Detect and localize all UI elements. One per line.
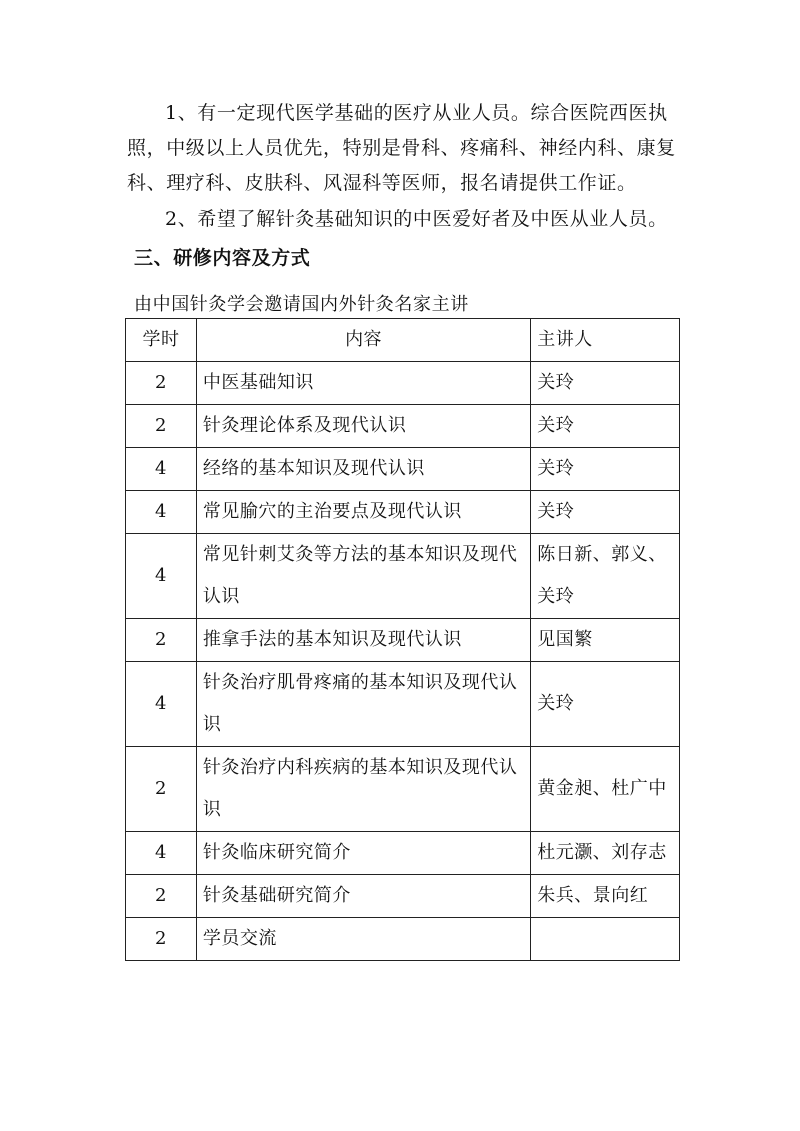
table-row bbox=[126, 918, 680, 961]
content-cell: 推拿手法的基本知识及现代认识 bbox=[196, 619, 530, 662]
table-row bbox=[126, 619, 680, 662]
hours-cell: 4 bbox=[126, 448, 197, 491]
table-header-row bbox=[126, 319, 680, 362]
hours-cell: 2 bbox=[126, 875, 197, 918]
header-speaker: 主讲人 bbox=[531, 319, 680, 362]
hours-cell: 2 bbox=[126, 747, 197, 832]
speaker-cell bbox=[531, 918, 680, 961]
table-caption: 由中国针灸学会邀请国内外针灸名家主讲 bbox=[134, 294, 469, 315]
speaker-cell: 关玲 bbox=[531, 405, 680, 448]
hours-cell: 2 bbox=[126, 405, 197, 448]
eligibility-paragraph-2: 2、希望了解针灸基础知识的中医爱好者及中医从业人员。 bbox=[165, 208, 668, 230]
hours-cell: 4 bbox=[126, 491, 197, 534]
content-cell: 学员交流 bbox=[196, 918, 530, 961]
content-cell: 针灸临床研究简介 bbox=[196, 832, 530, 875]
eligibility-paragraph-1: 1、有一定现代医学基础的医疗从业人员。综合医院西医执照，中级以上人员优先，特别是骨科、疼痛科、神经内科、康复科、理疗科、皮肤科、风湿科等医师，报名请提供工作证。 bbox=[127, 102, 676, 194]
speaker-cell: 见国繁 bbox=[531, 619, 680, 662]
hours-cell: 4 bbox=[126, 832, 197, 875]
table-row bbox=[126, 662, 680, 747]
table-row bbox=[126, 448, 680, 491]
table-row bbox=[126, 747, 680, 832]
hours-cell: 2 bbox=[126, 619, 197, 662]
content-cell: 常见针刺艾灸等方法的基本知识及现代认识 bbox=[196, 534, 530, 619]
header-content: 内容 bbox=[196, 319, 530, 362]
content-cell: 中医基础知识 bbox=[196, 362, 530, 405]
speaker-cell: 关玲 bbox=[531, 448, 680, 491]
hours-cell: 4 bbox=[126, 534, 197, 619]
speaker-cell: 陈日新、郭义、关玲 bbox=[531, 534, 680, 619]
speaker-cell: 关玲 bbox=[531, 662, 680, 747]
content-cell: 经络的基本知识及现代认识 bbox=[196, 448, 530, 491]
content-cell: 针灸理论体系及现代认识 bbox=[196, 405, 530, 448]
content-cell: 针灸治疗肌骨疼痛的基本知识及现代认识 bbox=[196, 662, 530, 747]
content-cell: 针灸基础研究简介 bbox=[196, 875, 530, 918]
table-row bbox=[126, 832, 680, 875]
table-row bbox=[126, 491, 680, 534]
table-row bbox=[126, 405, 680, 448]
table-row bbox=[126, 534, 680, 619]
header-hours: 学时 bbox=[126, 319, 197, 362]
hours-cell: 2 bbox=[126, 362, 197, 405]
course-table bbox=[125, 318, 680, 961]
content-cell: 针灸治疗内科疾病的基本知识及现代认识 bbox=[196, 747, 530, 832]
speaker-cell: 关玲 bbox=[531, 491, 680, 534]
speaker-cell: 黄金昶、杜广中 bbox=[531, 747, 680, 832]
table-row bbox=[126, 362, 680, 405]
section-heading: 三、研修内容及方式 bbox=[134, 247, 311, 269]
speaker-cell: 关玲 bbox=[531, 362, 680, 405]
hours-cell: 2 bbox=[126, 918, 197, 961]
table-row bbox=[126, 875, 680, 918]
speaker-cell: 朱兵、景向红 bbox=[531, 875, 680, 918]
content-cell: 常见腧穴的主治要点及现代认识 bbox=[196, 491, 530, 534]
speaker-cell: 杜元灏、刘存志 bbox=[531, 832, 680, 875]
hours-cell: 4 bbox=[126, 662, 197, 747]
